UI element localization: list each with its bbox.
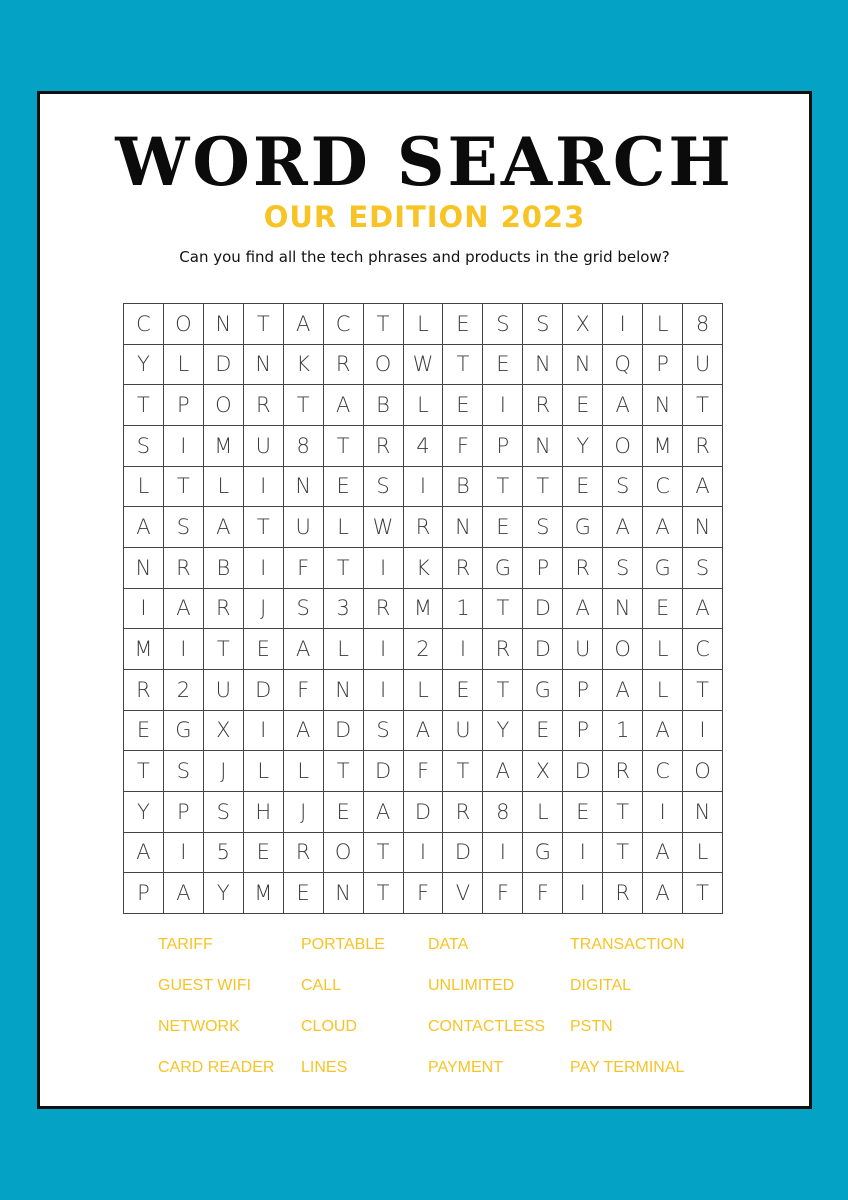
grid-cell[interactable]: R [563,548,603,589]
grid-cell[interactable]: T [603,833,643,874]
grid-cell[interactable]: O [603,426,643,467]
grid-cell[interactable]: K [284,345,324,386]
grid-cell[interactable]: T [483,589,523,630]
grid-cell[interactable]: A [324,385,364,426]
grid-cell[interactable]: O [164,304,204,345]
word-list-item: CARD READER [158,1059,275,1076]
grid-cell[interactable]: I [683,711,723,752]
grid-cell[interactable]: A [603,670,643,711]
grid-cell[interactable]: I [483,833,523,874]
grid-cell[interactable]: 2 [164,670,204,711]
grid-cell[interactable]: H [244,792,284,833]
grid-cell[interactable]: D [443,833,483,874]
grid-cell[interactable]: E [483,507,523,548]
word-list-item: CALL [301,977,342,994]
grid-cell[interactable]: R [603,873,643,914]
word-list-item: UNLIMITED [428,977,515,994]
grid-cell[interactable]: B [443,467,483,508]
grid-cell[interactable]: 1 [443,589,483,630]
grid-cell[interactable]: D [563,751,603,792]
page-title: WORD SEARCH [115,123,734,201]
grid-cell[interactable]: I [643,792,683,833]
grid-cell[interactable]: I [244,711,284,752]
instructions: Can you find all the tech phrases and products in the grid below? [179,248,670,266]
grid-cell[interactable]: D [523,629,563,670]
grid-cell[interactable]: L [523,792,563,833]
grid-cell[interactable]: A [643,833,683,874]
grid-cell[interactable]: L [284,751,324,792]
grid-cell[interactable]: 5 [204,833,244,874]
grid-cell[interactable]: L [244,751,284,792]
grid-cell[interactable]: 4 [404,426,444,467]
grid-cell[interactable]: I [404,467,444,508]
grid-cell[interactable]: U [683,345,723,386]
grid-cell[interactable]: C [643,467,683,508]
grid-cell[interactable]: G [643,548,683,589]
grid-cell[interactable]: R [683,426,723,467]
grid-cell[interactable]: T [483,467,523,508]
grid-cell[interactable]: S [204,792,244,833]
word-list-item: NETWORK [158,1018,240,1035]
grid-cell[interactable]: I [563,873,603,914]
grid-cell[interactable]: N [244,345,284,386]
grid-cell[interactable]: P [164,792,204,833]
grid-cell[interactable]: 1 [603,711,643,752]
grid-cell[interactable]: R [324,345,364,386]
grid-cell[interactable]: R [443,792,483,833]
grid-cell[interactable]: T [164,467,204,508]
grid-cell[interactable]: A [204,507,244,548]
grid-cell[interactable]: T [683,385,723,426]
letter-grid [123,303,723,914]
grid-cell[interactable]: I [164,833,204,874]
grid-cell[interactable]: T [523,467,563,508]
grid-cell[interactable]: B [204,548,244,589]
grid-cell[interactable]: T [124,751,164,792]
grid-cell[interactable]: I [164,426,204,467]
word-list-item: PAYMENT [428,1059,503,1076]
grid-cell[interactable]: T [443,751,483,792]
grid-cell[interactable]: M [204,426,244,467]
grid-cell[interactable]: U [563,629,603,670]
grid-cell[interactable]: 8 [284,426,324,467]
grid-cell[interactable]: R [164,548,204,589]
word-list-item: CLOUD [301,1018,358,1035]
grid-cell[interactable]: N [324,873,364,914]
grid-cell[interactable]: E [284,873,324,914]
grid-cell[interactable]: A [483,751,523,792]
grid-cell[interactable]: L [683,833,723,874]
grid-cell[interactable]: L [164,345,204,386]
grid-cell[interactable]: A [124,507,164,548]
grid-cell[interactable]: R [443,548,483,589]
grid-cell[interactable]: A [284,304,324,345]
grid-cell[interactable]: M [404,589,444,630]
grid-cell[interactable]: N [124,548,164,589]
grid-cell[interactable]: E [124,711,164,752]
word-list-item: TARIFF [158,936,213,953]
grid-cell[interactable]: F [523,873,563,914]
grid-cell[interactable]: O [204,385,244,426]
grid-cell[interactable]: R [364,589,404,630]
grid-cell[interactable]: R [364,426,404,467]
grid-cell[interactable]: 8 [683,304,723,345]
grid-cell[interactable]: N [204,304,244,345]
grid-cell[interactable]: A [164,873,204,914]
grid-cell[interactable]: D [364,751,404,792]
grid-cell[interactable]: I [244,548,284,589]
grid-cell[interactable]: U [244,426,284,467]
grid-cell[interactable]: S [683,548,723,589]
grid-cell[interactable]: F [404,751,444,792]
grid-cell[interactable]: N [683,792,723,833]
grid-cell[interactable]: A [603,507,643,548]
grid-cell[interactable]: 3 [324,589,364,630]
grid-cell[interactable]: C [683,629,723,670]
grid-cell[interactable]: E [483,345,523,386]
grid-cell[interactable]: S [523,304,563,345]
grid-cell[interactable]: S [164,507,204,548]
grid-cell[interactable]: V [443,873,483,914]
grid-cell[interactable]: X [523,751,563,792]
word-list-item: DATA [428,936,469,953]
grid-cell[interactable]: L [204,467,244,508]
grid-cell[interactable]: N [324,670,364,711]
grid-cell[interactable]: N [523,345,563,386]
grid-cell[interactable]: A [364,792,404,833]
grid-cell[interactable]: I [364,670,404,711]
grid-cell[interactable]: E [563,792,603,833]
grid-cell[interactable]: M [643,426,683,467]
grid-cell[interactable]: R [124,670,164,711]
grid-cell[interactable]: P [643,345,683,386]
grid-cell[interactable]: E [324,467,364,508]
grid-cell[interactable]: A [404,711,444,752]
grid-cell[interactable]: U [284,507,324,548]
grid-cell[interactable]: T [324,548,364,589]
grid-cell[interactable]: C [124,304,164,345]
grid-cell[interactable]: K [404,548,444,589]
grid-cell[interactable]: B [364,385,404,426]
grid-cell[interactable]: T [364,833,404,874]
grid-cell[interactable]: G [563,507,603,548]
grid-cell[interactable]: A [164,589,204,630]
grid-cell[interactable]: S [124,426,164,467]
grid-cell[interactable]: I [563,833,603,874]
grid-cell[interactable]: R [483,629,523,670]
grid-cell[interactable]: A [284,711,324,752]
grid-cell[interactable]: I [603,304,643,345]
grid-cell[interactable]: X [563,304,603,345]
grid-cell[interactable]: P [124,873,164,914]
grid-cell[interactable]: E [443,304,483,345]
grid-cell[interactable]: T [483,670,523,711]
grid-cell[interactable]: R [523,385,563,426]
word-list-item: PAY TERMINAL [570,1059,685,1076]
grid-cell[interactable]: I [244,467,284,508]
grid-cell[interactable]: A [603,385,643,426]
grid-cell[interactable]: N [523,426,563,467]
grid-cell[interactable]: I [164,629,204,670]
grid-cell[interactable]: P [563,711,603,752]
grid-cell[interactable]: N [683,507,723,548]
grid-cell[interactable]: N [443,507,483,548]
grid-cell[interactable]: O [364,345,404,386]
grid-cell[interactable]: S [364,711,404,752]
grid-cell[interactable]: R [244,385,284,426]
grid-cell[interactable]: T [364,304,404,345]
grid-cell[interactable]: Y [204,873,244,914]
grid-cell[interactable]: T [324,751,364,792]
grid-cell[interactable]: P [563,670,603,711]
grid-cell[interactable]: T [244,304,284,345]
grid-cell[interactable]: O [324,833,364,874]
grid-cell[interactable]: S [164,751,204,792]
grid-cell[interactable]: L [643,670,683,711]
grid-cell[interactable]: E [244,833,284,874]
grid-cell[interactable]: I [124,589,164,630]
grid-cell[interactable]: R [284,833,324,874]
grid-cell[interactable]: O [603,629,643,670]
grid-cell[interactable]: A [643,873,683,914]
grid-cell[interactable]: L [404,304,444,345]
grid-cell[interactable]: E [443,385,483,426]
grid-cell[interactable]: S [523,507,563,548]
grid-cell[interactable]: A [284,629,324,670]
grid-cell[interactable]: F [284,548,324,589]
grid-cell[interactable]: G [523,833,563,874]
grid-cell[interactable]: C [643,751,683,792]
grid-cell[interactable]: L [404,385,444,426]
grid-cell[interactable]: P [483,426,523,467]
grid-cell[interactable]: N [603,589,643,630]
grid-cell[interactable]: F [443,426,483,467]
grid-cell[interactable]: E [643,589,683,630]
grid-cell[interactable]: A [683,467,723,508]
grid-cell[interactable]: I [364,548,404,589]
grid-cell[interactable]: Y [124,345,164,386]
grid-cell[interactable]: 8 [483,792,523,833]
grid-cell[interactable]: Y [483,711,523,752]
grid-cell[interactable]: E [443,670,483,711]
grid-cell[interactable]: T [443,345,483,386]
grid-cell[interactable]: D [324,711,364,752]
grid-cell[interactable]: G [164,711,204,752]
grid-cell[interactable]: T [244,507,284,548]
grid-cell[interactable]: D [244,670,284,711]
grid-cell[interactable]: D [404,792,444,833]
grid-cell[interactable]: U [204,670,244,711]
word-list-item: DIGITAL [570,977,632,994]
word-list-item: CONTACTLESS [428,1018,546,1035]
grid-cell[interactable]: E [563,467,603,508]
grid-cell[interactable]: I [443,629,483,670]
grid-cell[interactable]: T [284,385,324,426]
grid-cell[interactable]: G [523,670,563,711]
grid-cell[interactable]: N [563,345,603,386]
grid-cell[interactable]: I [404,833,444,874]
grid-cell[interactable]: X [204,711,244,752]
grid-cell[interactable]: J [244,589,284,630]
grid-cell[interactable]: L [643,629,683,670]
grid-cell[interactable]: J [204,751,244,792]
grid-cell[interactable]: T [364,873,404,914]
grid-cell[interactable]: Y [124,792,164,833]
grid-cell[interactable]: O [683,751,723,792]
grid-cell[interactable]: S [284,589,324,630]
word-list-item: TRANSACTION [570,936,685,953]
grid-cell[interactable]: T [603,792,643,833]
grid-cell[interactable]: M [124,629,164,670]
grid-cell[interactable]: J [284,792,324,833]
grid-cell[interactable]: S [603,467,643,508]
grid-cell[interactable]: R [603,751,643,792]
grid-cell[interactable]: A [643,711,683,752]
grid-cell[interactable]: E [244,629,284,670]
grid-cell[interactable]: P [523,548,563,589]
grid-cell[interactable]: N [643,385,683,426]
grid-cell[interactable]: A [683,589,723,630]
grid-cell[interactable]: C [324,304,364,345]
grid-cell[interactable]: R [204,589,244,630]
grid-cell[interactable]: F [404,873,444,914]
grid-cell[interactable]: F [483,873,523,914]
word-list-item: PORTABLE [301,936,385,953]
grid-cell[interactable]: T [683,873,723,914]
word-list-item: PSTN [570,1018,613,1035]
grid-cell[interactable]: I [364,629,404,670]
grid-cell[interactable]: L [324,507,364,548]
grid-cell[interactable]: A [563,589,603,630]
grid-cell[interactable]: D [204,345,244,386]
grid-cell[interactable]: P [164,385,204,426]
grid-cell[interactable]: M [244,873,284,914]
grid-cell[interactable]: D [523,589,563,630]
grid-cell[interactable]: S [483,304,523,345]
grid-cell[interactable]: T [324,426,364,467]
grid-cell[interactable]: G [483,548,523,589]
grid-cell[interactable]: F [284,670,324,711]
grid-cell[interactable]: 2 [404,629,444,670]
grid-cell[interactable]: L [404,670,444,711]
grid-cell[interactable]: E [324,792,364,833]
grid-cell[interactable]: Y [563,426,603,467]
grid-cell[interactable]: N [284,467,324,508]
worksheet [37,91,812,1109]
grid-cell[interactable]: S [364,467,404,508]
grid-cell[interactable]: W [404,345,444,386]
word-list-item: LINES [301,1059,348,1076]
grid-cell[interactable]: E [523,711,563,752]
grid-cell[interactable]: W [364,507,404,548]
page-subtitle: OUR EDITION 2023 [263,200,586,234]
grid-cell[interactable]: L [124,467,164,508]
grid-cell[interactable]: L [643,304,683,345]
grid-cell[interactable]: A [124,833,164,874]
grid-cell[interactable]: R [404,507,444,548]
grid-cell[interactable]: I [483,385,523,426]
grid-cell[interactable]: T [683,670,723,711]
grid-cell[interactable]: Q [603,345,643,386]
grid-cell[interactable]: L [324,629,364,670]
grid-cell[interactable]: A [643,507,683,548]
grid-cell[interactable]: U [443,711,483,752]
grid-cell[interactable]: S [603,548,643,589]
grid-cell[interactable]: T [124,385,164,426]
grid-cell[interactable]: T [204,629,244,670]
word-list-item: GUEST WIFI [158,977,252,994]
grid-cell[interactable]: E [563,385,603,426]
